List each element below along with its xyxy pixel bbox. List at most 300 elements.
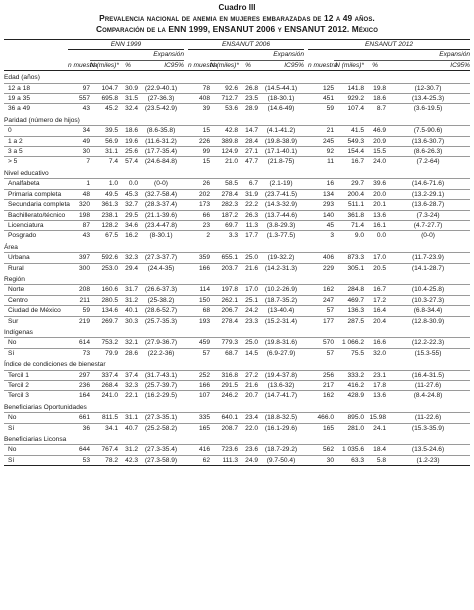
table-cell: 107 xyxy=(188,391,210,401)
table-cell: (14.3-32.9) xyxy=(258,200,304,210)
table-row xyxy=(4,126,470,136)
table-cell: (16.4-31.5) xyxy=(386,370,470,380)
expansion-label-2012: Expansión xyxy=(334,50,470,60)
table-cell: 160.6 xyxy=(90,285,118,295)
table-cell: 1 xyxy=(68,179,90,189)
table-cell: 136.3 xyxy=(334,306,364,316)
table-cell: (28.6-52.7) xyxy=(138,306,184,316)
table-row xyxy=(4,295,470,305)
table-cell: 11.3 xyxy=(238,220,258,230)
table-cell: (18.8-32.5) xyxy=(258,413,304,423)
table-cell: 17.0 xyxy=(238,285,258,295)
table-cell: (6.8-34.4) xyxy=(386,306,470,316)
table-cell: 1.0 xyxy=(90,179,118,189)
table-cell: 562 xyxy=(308,445,334,455)
section-header-row xyxy=(4,273,470,285)
table-cell: (27.3-37.7) xyxy=(138,253,184,263)
table-cell: 36 xyxy=(68,423,90,433)
row-label: 12 a 18 xyxy=(4,83,68,93)
table-cell: (15.3-55) xyxy=(386,348,470,358)
row-label: Sí xyxy=(4,455,68,465)
table-cell: 592.6 xyxy=(90,253,118,263)
table-cell: 99 xyxy=(188,147,210,157)
table-cell: 32.3 xyxy=(118,381,138,391)
table-cell: 24.2 xyxy=(238,306,258,316)
table-cell: 45 xyxy=(308,220,334,230)
table-cell: 406 xyxy=(308,253,334,263)
table-cell: 779.3 xyxy=(210,338,238,348)
table-cell: 97 xyxy=(68,83,90,93)
table-cell: 895.0 xyxy=(334,413,364,423)
table-cell: 59 xyxy=(68,306,90,316)
table-row xyxy=(4,413,470,423)
col-ic95: IC95% xyxy=(258,60,304,70)
table-cell: 208.7 xyxy=(210,423,238,433)
table-cell: (16.2-29.5) xyxy=(138,391,184,401)
section-label: Índice de condiciones de bienestar xyxy=(4,361,106,369)
table-cell: 31.2 xyxy=(118,295,138,305)
table-cell: 198 xyxy=(68,210,90,220)
table-cell: 30.3 xyxy=(118,316,138,326)
table-cell: 128.2 xyxy=(90,220,118,230)
table-cell: 34.6 xyxy=(118,220,138,230)
section-header-row xyxy=(4,114,470,126)
row-label: Posgrado xyxy=(4,231,68,241)
table-cell: 32.1 xyxy=(118,338,138,348)
row-label: Ciudad de México xyxy=(4,306,68,316)
row-label: 3 a 5 xyxy=(4,147,68,157)
table-cell: 247 xyxy=(308,295,334,305)
table-cell: (14.2-31.3) xyxy=(258,263,304,273)
row-label: Sí xyxy=(4,423,68,433)
table-row xyxy=(4,285,470,295)
table-cell: 25.0 xyxy=(238,253,258,263)
table-cell: 25.1 xyxy=(238,295,258,305)
table-cell: 46.9 xyxy=(364,126,386,136)
table-cell: 459 xyxy=(188,338,210,348)
table-cell: 0.0 xyxy=(364,231,386,241)
table-title: Prevalencia nacional de anemia en mujeres embarazadas de 12 a 49 años. xyxy=(99,13,375,23)
table-cell: 873.3 xyxy=(334,253,364,263)
table-row xyxy=(4,104,470,114)
table-cell: 206.7 xyxy=(210,306,238,316)
table-cell: 293 xyxy=(308,200,334,210)
table-cell: 17.8 xyxy=(364,381,386,391)
table-cell: (14.7-41.7) xyxy=(258,391,304,401)
table-cell: 92 xyxy=(308,147,334,157)
table-cell: 8.7 xyxy=(364,104,386,114)
table-cell: (13.4-25.3) xyxy=(386,94,470,104)
table-cell: 16.2 xyxy=(118,231,138,241)
table-cell: (7.2-64) xyxy=(386,157,470,167)
table-cell: 67.5 xyxy=(90,231,118,241)
table-cell: 24.1 xyxy=(364,423,386,433)
table-cell: 219 xyxy=(68,316,90,326)
table-cell: 26.8 xyxy=(238,83,258,93)
table-cell: (12-30.7) xyxy=(386,83,470,93)
table-cell: 53.6 xyxy=(210,104,238,114)
table-cell: 17.7 xyxy=(238,231,258,241)
table-cell: 68.7 xyxy=(210,348,238,358)
table-cell: 20.5 xyxy=(364,263,386,273)
table-cell: (17.7-35.4) xyxy=(138,147,184,157)
section-label: Beneficiarias Oportunidades xyxy=(4,403,87,411)
table-row xyxy=(4,157,470,167)
table-cell: (13.5-24.6) xyxy=(386,445,470,455)
table-cell: 31.1 xyxy=(118,413,138,423)
table-cell: (2.1-19) xyxy=(258,179,304,189)
table-cell: 640.1 xyxy=(210,413,238,423)
table-cell: 20.1 xyxy=(364,200,386,210)
table-cell: 202 xyxy=(188,189,210,199)
table-cell: 32.3 xyxy=(118,253,138,263)
table-row xyxy=(4,391,470,401)
table-cell: 278.4 xyxy=(210,189,238,199)
row-label: Sí xyxy=(4,348,68,358)
table-cell: 335 xyxy=(188,413,210,423)
table-cell: 268.4 xyxy=(90,381,118,391)
table-cell: 466.0 xyxy=(308,413,334,423)
table-cell: (13.7-44.6) xyxy=(258,210,304,220)
table-cell: (7.3-24) xyxy=(386,210,470,220)
table-cell: 30.9 xyxy=(118,83,138,93)
table-cell: 29.4 xyxy=(118,263,138,273)
table-cell: (26.6-37.3) xyxy=(138,285,184,295)
table-cell: 278.4 xyxy=(210,316,238,326)
table-header xyxy=(4,40,470,71)
table-cell: 16.1 xyxy=(364,220,386,230)
col-n-muestra: n muestra xyxy=(308,60,334,70)
table-cell: 16.7 xyxy=(334,157,364,167)
table-cell: 15 xyxy=(188,157,210,167)
table-cell: 57 xyxy=(308,348,334,358)
table-cell: 32.7 xyxy=(118,200,138,210)
table-cell: 19.8 xyxy=(364,83,386,93)
section-label: Región xyxy=(4,275,25,283)
table-row xyxy=(4,147,470,157)
survey-header-1999: ENN 1999 xyxy=(68,40,184,50)
table-cell: 408 xyxy=(188,94,210,104)
table-cell: 17.2 xyxy=(364,295,386,305)
table-cell: 23.5 xyxy=(238,94,258,104)
table-cell: 557 xyxy=(68,94,90,104)
section-label: Beneficiarias Liconsa xyxy=(4,436,67,444)
table-cell: (16.1-29.6) xyxy=(258,423,304,433)
section-header-row xyxy=(4,71,470,83)
table-cell: 24.9 xyxy=(238,455,258,465)
table-cell: (8.6-35.8) xyxy=(138,126,184,136)
table-cell: (11-22.6) xyxy=(386,413,470,423)
table-cell: 208 xyxy=(68,285,90,295)
table-cell: 29.7 xyxy=(334,179,364,189)
table-cell: (13.6-28.7) xyxy=(386,200,470,210)
table-cell: 23 xyxy=(188,220,210,230)
row-label: > 5 xyxy=(4,157,68,167)
row-label: Norte xyxy=(4,285,68,295)
col-ic95: IC95% xyxy=(138,60,184,70)
table-cell: 1 035.6 xyxy=(334,445,364,455)
table-cell: (24.4-35) xyxy=(138,263,184,273)
table-cell: 53 xyxy=(68,455,90,465)
survey-header-2012: ENSANUT 2012 xyxy=(308,40,470,50)
table-cell: 104.7 xyxy=(90,83,118,93)
table-cell: 767.4 xyxy=(90,445,118,455)
table-cell: 28.4 xyxy=(238,136,258,146)
table-cell: (23.5-42.9) xyxy=(138,104,184,114)
table-row xyxy=(4,306,470,316)
table-cell: 23.3 xyxy=(238,316,258,326)
table-cell: 252 xyxy=(188,370,210,380)
table-cell: 14.5 xyxy=(238,348,258,358)
table-cell: 217 xyxy=(308,381,334,391)
table-cell: 29.5 xyxy=(118,210,138,220)
survey-header-2006: ENSANUT 2006 xyxy=(188,40,304,50)
table-cell: 305.1 xyxy=(334,263,364,273)
table-cell: 193 xyxy=(188,316,210,326)
table-cell: 661 xyxy=(68,413,90,423)
table-row xyxy=(4,210,470,220)
table-cell: 25.0 xyxy=(238,338,258,348)
table-cell: 92.6 xyxy=(210,83,238,93)
table-cell: (11.7-23.9) xyxy=(386,253,470,263)
table-cell: 18.6 xyxy=(364,94,386,104)
table-cell: 42.3 xyxy=(118,455,138,465)
row-label: 1 a 2 xyxy=(4,136,68,146)
row-label: Licenciatura xyxy=(4,220,68,230)
col-percent: % xyxy=(238,60,258,70)
table-cell: (23.7-41.5) xyxy=(258,189,304,199)
table-body xyxy=(4,71,470,466)
row-label: Primaria completa xyxy=(4,189,68,199)
table-cell: 79.9 xyxy=(90,348,118,358)
row-label: Sur xyxy=(4,316,68,326)
table-cell: 397 xyxy=(68,253,90,263)
table-cell: 27.1 xyxy=(238,147,258,157)
table-cell: (0-0) xyxy=(386,231,470,241)
row-label: Urbana xyxy=(4,253,68,263)
table-cell: 451 xyxy=(308,94,334,104)
table-cell: (12.2-22.3) xyxy=(386,338,470,348)
table-cell: (25.7-39.7) xyxy=(138,381,184,391)
table-row xyxy=(4,189,470,199)
table-cell: (24.6-84.8) xyxy=(138,157,184,167)
table-row xyxy=(4,338,470,348)
table-cell: (3.6-19.5) xyxy=(386,104,470,114)
table-cell: 75.5 xyxy=(334,348,364,358)
table-cell: 165 xyxy=(188,423,210,433)
table-cell: (3.8-29.3) xyxy=(258,220,304,230)
table-cell: 22.2 xyxy=(238,200,258,210)
table-cell: 253.0 xyxy=(90,263,118,273)
table-cell: 22.1 xyxy=(118,391,138,401)
table-cell: 197.8 xyxy=(210,285,238,295)
table-cell: 177 xyxy=(308,316,334,326)
row-label: Tercil 1 xyxy=(4,370,68,380)
table-cell: 27.2 xyxy=(238,370,258,380)
table-cell: 5.8 xyxy=(364,455,386,465)
expansion-label-1999: Expansión xyxy=(90,50,184,60)
table-cell: (10.4-25.8) xyxy=(386,285,470,295)
table-cell: 811.5 xyxy=(90,413,118,423)
table-row xyxy=(4,423,470,433)
table-cell: 42.8 xyxy=(210,126,238,136)
table-cell: 164 xyxy=(68,391,90,401)
table-cell: 28.9 xyxy=(238,104,258,114)
table-cell: (19.4-37.8) xyxy=(258,370,304,380)
row-label: Bachillerato/técnico xyxy=(4,210,68,220)
section-header-row xyxy=(4,241,470,253)
table-row xyxy=(4,370,470,380)
table-cell: 62 xyxy=(188,455,210,465)
table-cell: (27.9-36.7) xyxy=(138,338,184,348)
table-cell: 18.6 xyxy=(118,126,138,136)
table-cell: 31.9 xyxy=(238,189,258,199)
table-cell: (27-36.3) xyxy=(138,94,184,104)
table-cell: (0-0) xyxy=(138,179,184,189)
table-cell: 11 xyxy=(308,157,334,167)
table-cell: 359 xyxy=(188,253,210,263)
table-cell: 549.3 xyxy=(334,136,364,146)
table-cell: 41.5 xyxy=(334,126,364,136)
section-header-row xyxy=(4,401,470,413)
table-cell: 695.8 xyxy=(90,94,118,104)
table-cell: (23.4-47.8) xyxy=(138,220,184,230)
table-cell: (27.3-35.1) xyxy=(138,413,184,423)
table-cell: (10.3-27.3) xyxy=(386,295,470,305)
table-cell: 154.4 xyxy=(334,147,364,157)
table-cell: 229 xyxy=(308,263,334,273)
table-cell: 114 xyxy=(188,285,210,295)
table-cell: (19.8-31.6) xyxy=(258,338,304,348)
table-cell: 256 xyxy=(308,370,334,380)
table-cell: (19.8-38.9) xyxy=(258,136,304,146)
table-cell: (21.8-75) xyxy=(258,157,304,167)
table-cell: (8.6-26.3) xyxy=(386,147,470,157)
table-cell: 21.6 xyxy=(238,263,258,273)
table-cell: 361.8 xyxy=(334,210,364,220)
table-cell: (14.1-28.7) xyxy=(386,263,470,273)
table-cell: 644 xyxy=(68,445,90,455)
table-cell: 31.5 xyxy=(118,94,138,104)
table-cell: 316.8 xyxy=(210,370,238,380)
table-cell: 150 xyxy=(188,295,210,305)
table-cell: 226 xyxy=(188,136,210,146)
section-header-row xyxy=(4,167,470,179)
table-subtitle: Comparación de la ENN 1999, ENSANUT 2006 y ENSANUT 2012. México xyxy=(95,24,378,34)
table-row xyxy=(4,83,470,93)
table-cell: (1.2-23) xyxy=(386,455,470,465)
table-cell: 511.1 xyxy=(334,200,364,210)
section-header-row xyxy=(4,326,470,338)
table-cell: 20.9 xyxy=(364,136,386,146)
table-cell: 428.9 xyxy=(334,391,364,401)
table-cell: 37.4 xyxy=(118,370,138,380)
table-cell: 162 xyxy=(308,285,334,295)
table-cell: 34.1 xyxy=(90,423,118,433)
table-cell: 28.6 xyxy=(118,348,138,358)
table-cell: 141.8 xyxy=(334,83,364,93)
table-cell: 69.7 xyxy=(210,220,238,230)
table-cell: (11-27.6) xyxy=(386,381,470,391)
table-cell: 284.8 xyxy=(334,285,364,295)
table-cell: 753.2 xyxy=(90,338,118,348)
row-label: No xyxy=(4,445,68,455)
table-cell: 3.3 xyxy=(210,231,238,241)
table-cell: 30 xyxy=(68,147,90,157)
table-cell: 333.2 xyxy=(334,370,364,380)
table-row xyxy=(4,445,470,455)
table-cell: 57 xyxy=(188,348,210,358)
table-cell: 25.6 xyxy=(118,147,138,157)
table-cell: 469.7 xyxy=(334,295,364,305)
table-cell: 39.5 xyxy=(90,126,118,136)
table-cell: 287.5 xyxy=(334,316,364,326)
table-cell: (17.1-40.1) xyxy=(258,147,304,157)
table-cell: 7.4 xyxy=(90,157,118,167)
table-cell: 21.6 xyxy=(238,381,258,391)
table-cell: 262.1 xyxy=(210,295,238,305)
row-label: 36 a 49 xyxy=(4,104,68,114)
table-cell: 31.1 xyxy=(90,147,118,157)
table-cell: 280.5 xyxy=(90,295,118,305)
table-cell: 416.2 xyxy=(334,381,364,391)
table-cell: 26.3 xyxy=(238,210,258,220)
table-cell: 134.6 xyxy=(90,306,118,316)
table-cell: 241.0 xyxy=(90,391,118,401)
table-row xyxy=(4,455,470,465)
table-cell: 21 xyxy=(308,126,334,136)
table-cell: 19.6 xyxy=(118,136,138,146)
table-cell: 291.5 xyxy=(210,381,238,391)
table-row xyxy=(4,253,470,263)
table-cell: 13.6 xyxy=(364,210,386,220)
row-label: No xyxy=(4,338,68,348)
table-cell: 107.4 xyxy=(334,104,364,114)
col-ic95: IC95% xyxy=(386,60,470,70)
table-cell: 16.7 xyxy=(364,285,386,295)
col-percent: % xyxy=(118,60,138,70)
table-cell: 929.2 xyxy=(334,94,364,104)
table-cell: (13.6-30.7) xyxy=(386,136,470,146)
table-title-block xyxy=(4,2,470,35)
table-cell: 111.3 xyxy=(210,455,238,465)
table-cell: 13.6 xyxy=(364,391,386,401)
table-cell: 320 xyxy=(68,200,90,210)
table-cell: 40.7 xyxy=(118,423,138,433)
table-cell: 68 xyxy=(188,306,210,316)
table-cell: 7 xyxy=(68,157,90,167)
table-cell: 2 xyxy=(188,231,210,241)
table-cell: 134 xyxy=(308,189,334,199)
table-cell: (22.9-40.1) xyxy=(138,83,184,93)
table-cell: 1 066.2 xyxy=(334,338,364,348)
table-cell: 47.7 xyxy=(238,157,258,167)
table-cell: (8-30.1) xyxy=(138,231,184,241)
row-label: 19 a 35 xyxy=(4,94,68,104)
table-cell: 20.7 xyxy=(238,391,258,401)
table-cell: 32.4 xyxy=(118,104,138,114)
table-cell: 48 xyxy=(68,189,90,199)
row-label: Tercil 3 xyxy=(4,391,68,401)
table-cell: 16.6 xyxy=(364,338,386,348)
table-cell: 22.0 xyxy=(238,423,258,433)
col-n-miles: N (miles)* xyxy=(210,61,239,69)
table-row xyxy=(4,381,470,391)
table-cell: (13-40.4) xyxy=(258,306,304,316)
table-cell: (6.9-27.9) xyxy=(258,348,304,358)
table-cell: (27.3-58.9) xyxy=(138,455,184,465)
table-cell: 125 xyxy=(308,83,334,93)
